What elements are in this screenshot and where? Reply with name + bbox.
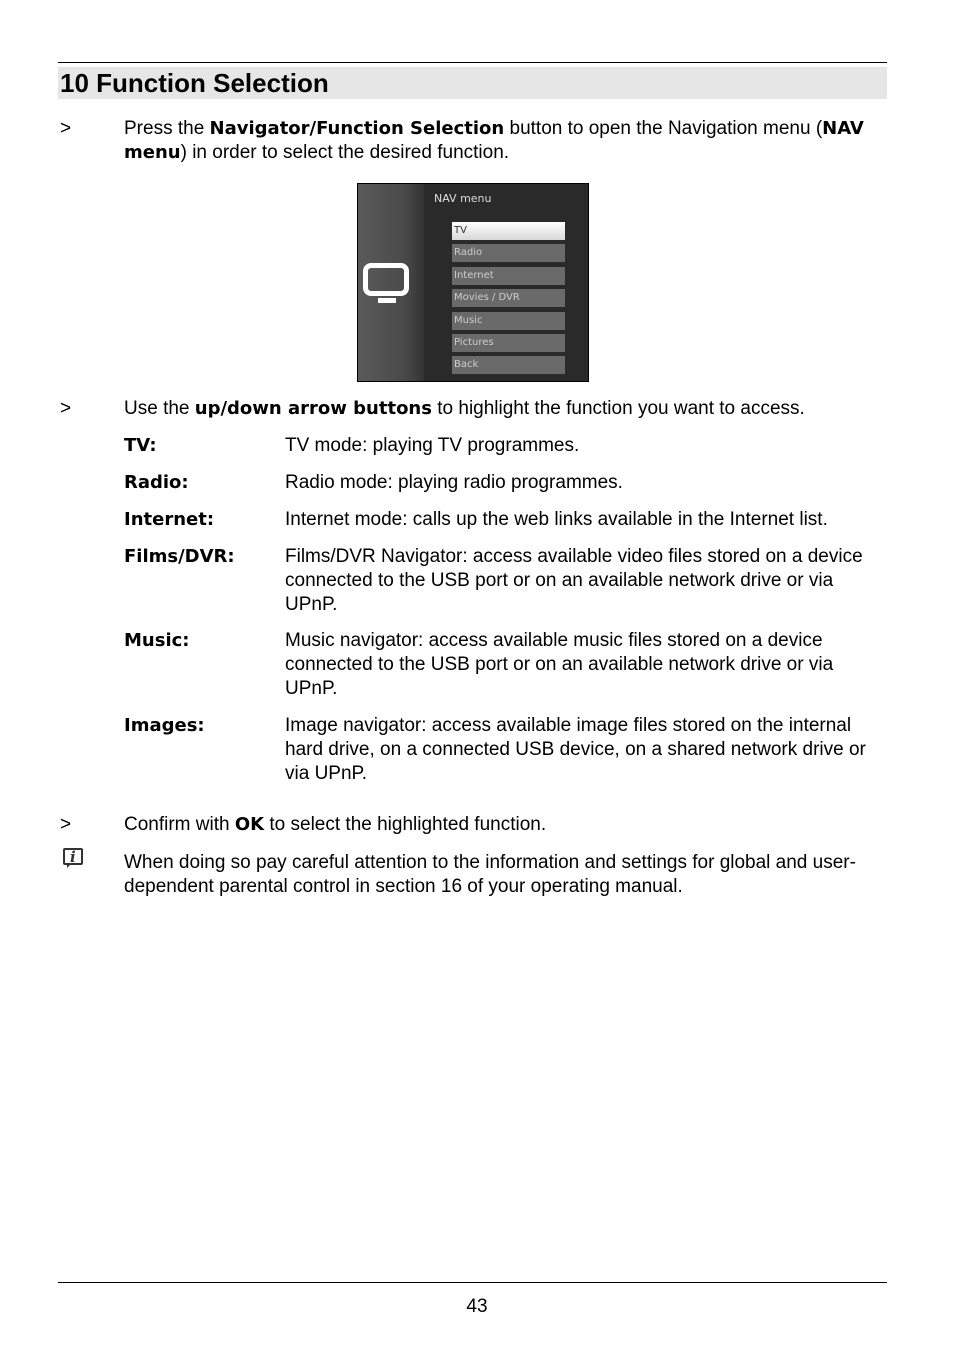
step-2-pre: Use the [124, 398, 195, 419]
nav-menu-list [452, 222, 565, 379]
definition-desc: Films/DVR Navigator: access available video files stored on a device connected to the USB port or on an available network drive or via UPnP. [285, 546, 863, 615]
arrow-buttons-name: up/down arrow buttons [194, 398, 432, 419]
definition-desc: Radio mode: playing radio programmes. [285, 472, 623, 493]
step-3-text [124, 813, 887, 837]
nav-menu-title: NAV menu [434, 192, 492, 205]
ok-button-name: OK [234, 814, 265, 835]
nav-menu-item: Back [452, 356, 565, 374]
navigator-button-name: Navigator/Function Selection [209, 118, 505, 139]
bottom-rule [58, 1282, 887, 1283]
definition-desc: Internet mode: calls up the web links available in the Internet list. [285, 509, 828, 530]
nav-menu-item: Pictures [452, 334, 565, 352]
step-2-text [124, 397, 887, 421]
nav-menu-item: Radio [452, 244, 565, 262]
step-1-text [124, 117, 887, 165]
step-1-post: ) in order to select the desired function. [180, 142, 510, 163]
step-marker: > [60, 118, 72, 139]
definition-desc: Image navigator: access available image files stored on the internal hard drive, on a connected USB device, on a shared network drive or via UPnP. [285, 715, 866, 784]
nav-menu-item: Movies / DVR [452, 289, 565, 307]
nav-menu-screenshot [357, 183, 589, 382]
section-heading: 10 Function Selection [60, 68, 329, 98]
definition-term: Images: [124, 715, 205, 736]
section-heading-bar [58, 67, 887, 99]
definition-term: Radio: [124, 472, 189, 493]
tv-icon-stand [378, 298, 396, 303]
definition-desc: Music navigator: access available music files stored on a device connected to the USB port or on an available network drive or via UPnP. [285, 630, 834, 699]
step-1-mid: button to open the Navigation menu ( [504, 118, 823, 139]
info-icon [60, 851, 80, 868]
step-marker: > [60, 398, 72, 419]
step-3-pre: Confirm with [124, 814, 235, 835]
info-note-text: When doing so pay careful attention to the information and settings for global and user-dependent parental control in section 16 of your operating manual. [124, 852, 856, 897]
definition-term: TV: [124, 435, 157, 456]
step-1-pre: Press the [124, 118, 210, 139]
definition-term: Music: [124, 630, 190, 651]
tv-icon [363, 263, 409, 296]
page-number: 43 [466, 1296, 488, 1317]
step-3-post: to select the highlighted function. [264, 814, 547, 835]
nav-menu-item: TV [452, 222, 565, 240]
nav-menu-item: Music [452, 312, 565, 330]
definition-term: Internet: [124, 509, 215, 530]
step-2-post: to highlight the function you want to access. [431, 398, 805, 419]
definition-desc: TV mode: playing TV programmes. [285, 435, 580, 456]
step-marker: > [60, 814, 72, 835]
definition-term: Films/DVR: [124, 546, 235, 567]
nav-menu-item: Internet [452, 267, 565, 285]
screenshot-left-panel [358, 184, 424, 381]
top-rule [58, 62, 887, 63]
nav-menu-name: NAV menu [124, 118, 864, 163]
